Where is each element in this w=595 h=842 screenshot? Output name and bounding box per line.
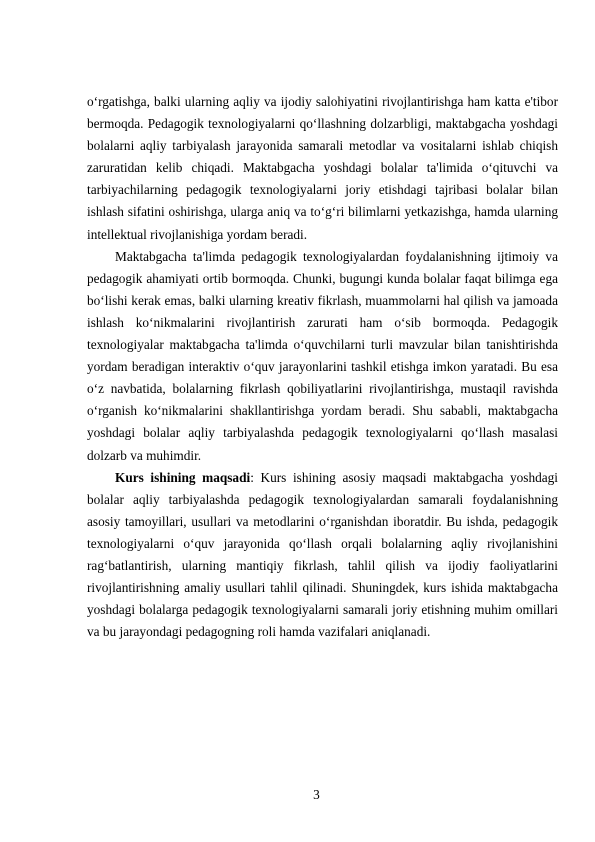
paragraph-1 [87, 91, 558, 246]
paragraph-2-text: Maktabgacha ta'limda pedagogik texnologiyalardan foydalanishning ijtimoiy va pedagogik ahamiyati ortib bormoqda. Chunki, bugungi kunda bolalar faqat bilimga ega bo‘lishi kerak emas, balki ularning kreativ fikrlash, muammolarni hal qilish va jamoada ishlash ko‘nikmalarini rivojlantirish zarurati ham o‘sib bormoqda. Pedagogik texnologiyalar maktabgacha ta'limda o‘quvchilarni turli mavzular bilan tanishtirishda yordam beradigan interaktiv o‘quv jarayonlarini tashkil etishga imkon yaratadi. Bu esa o‘z navbatida, bolalarning fikrlash qobiliyatlarini rivojlantirishga, mustaqil ravishda o‘rganish ko‘nikmalarini shakllantirishga yordam beradi. Shu sababli, maktabgacha yoshdagi bolalar aqliy tarbiyalashda pedagogik texnologiyalarni qo‘llash masalasi dolzarb va muhimdir. [87, 248, 558, 463]
paragraph-3-text: : Kurs ishining asosiy maqsadi maktabgacha yoshdagi bolalar aqliy tarbiyalashda pedagogik texnologiyalardan samarali foydalanishning asosiy tamoyillari, usullari va metodlarini o‘rganishdan iboratdir. Bu ishda, pedagogik texnologiyalarni o‘quv jarayonida qo‘llash orqali bolalarning aqliy rivojlanishini rag‘batlantirish, ularning mantiqiy fikrlash, tahlil qilish va ijodiy faoliyatlarini rivojlantirishning amaliy usullari tahlil qilinadi. Shuningdek, kurs ishida maktabgacha yoshdagi bolalarga pedagogik texnologiyalarni samarali joriy etishning muhim omillari va bu jarayondagi pedagogning roli hamda vazifalari aniqlanadi. [87, 469, 558, 640]
paragraph-3 [87, 467, 558, 644]
paragraph-1-text: o‘rgatishga, balki ularning aqliy va ijodiy salohiyatini rivojlantirishga ham katta e'tibor bermoqda. Pedagogik texnologiyalarni qo‘llashning dolzarbligi, maktabgacha yoshdagi bolalarni aqliy tarbiyalash jarayonida samarali metodlar va vositalarni ishlab chiqish zaruratidan kelib chiqadi. Maktabgacha yoshdagi bolalar ta'limida o‘qituvchi va tarbiyachilarning pedagogik texnologiyalarni joriy etishdagi tajribasi bolalar bilan ishlash sifatini oshirishga, ularga aniq va to‘g‘ri bilimlarni yetkazishga, hamda ularning intellektual rivojlanishiga yordam beradi. [87, 94, 558, 242]
section-label: Kurs ishining maqsadi [115, 469, 251, 485]
body-text [87, 91, 558, 643]
paragraph-2 [87, 246, 558, 467]
page-number: 3 [313, 787, 320, 802]
